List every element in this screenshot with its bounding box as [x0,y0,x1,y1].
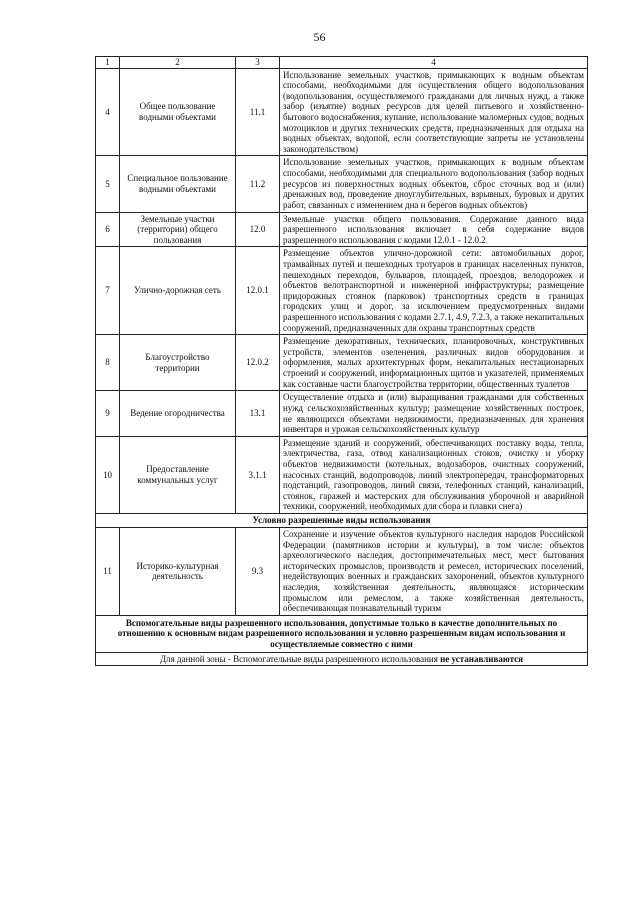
use-type-description: Размещение зданий и сооружений, обеспечивающих поставку воды, тепла, электричества, газа, отвод канализационных стоков, очистку и уборку объектов недвижимости (котельных, водозаборов, очистных сооружений, насосных станций, водопроводов, линий электропередач, трансформаторных подстанций, газопроводов, линий связи, телефонных станций, канализаций, стоянок, гаражей и мастерских для обслуживания уборочной и аварийной техники, сооружений, необходимых для сбора и плавки снега) [280,436,588,513]
header-cell-1: 1 [96,57,120,69]
final-note-row [96,652,588,666]
use-type-description: Использование земельных участков, примыкающих к водным объектам способами, необходимыми для специального водопользования (забор водных ресурсов из поверхностных водных объектов, сброс сточных вод и (или) дренажных вод, проведение дноуглубительных, взрывных, буровых и других работ, связанных с изменением дна и берегов водных объектов) [280,156,588,212]
row-number: 11 [96,527,120,615]
row-number: 5 [96,156,120,212]
use-type-name: Специальное пользование водными объектами [120,156,236,212]
auxiliary-heading-row [96,615,588,652]
header-cell-2: 2 [120,57,236,69]
page-number: 56 [313,30,326,44]
table-row [96,436,588,513]
header-cell-4: 4 [280,57,588,69]
use-type-name: Ведение огородничества [120,391,236,436]
use-type-description: Размещение декоративных, технических, планировочных, конструктивных устройств, элементов озеленения, различных видов оборудования и оформления, малых архитектурных форм, некапитальных нестационарных строений и сооружений, информационных щитов и указателей, применяемых как составные части благоустройства территории, общественных туалетов [280,335,588,391]
use-type-description: Использование земельных участков, примыкающих к водным объектам способами, необходимыми для осуществления общего водопользования (водопользования, осуществляемого гражданами для личных нужд, а также забор (изъятие) водных ресурсов для целей питьевого и хозяйственно-бытового водоснабжения, купание, использование маломерных судов, водных мотоциклов и других технических средств, предназначенных для отдыха на водных объектах, водопой, если соответствующие запреты не установлены законодательством) [280,68,588,156]
use-type-name: Улично-дорожная сеть [120,247,236,335]
use-type-description: Земельные участки общего пользования. Содержание данного вида разрешенного использования включает в себя содержание видов разрешенного использования с кодами 12.0.1 - 12.0.2 [280,212,588,247]
row-number: 8 [96,335,120,391]
header-cell-3: 3 [236,57,280,69]
use-type-name: Общее пользование водными объектами [120,68,236,156]
table-row [96,156,588,212]
use-type-name: Земельные участки (территории) общего пользования [120,212,236,247]
row-number: 6 [96,212,120,247]
row-number: 10 [96,436,120,513]
use-type-code: 9.3 [236,527,280,615]
use-type-code: 12.0.1 [236,247,280,335]
use-type-description: Размещение объектов улично-дорожной сети: автомобильных дорог, трамвайных путей и пешеходных тротуаров в границах населенных пунктов, пешеходных переходов, бульваров, площадей, проездов, велодорожек и объектов велотранспортной и инженерной инфраструктуры; размещение придорожных стоянок (парковок) транспортных средств в границах городских улиц и дорог, за исключением предусмотренных видами разрешенного использования с кодами 2.7.1, 4.9, 7.2.3, а также некапитальных сооружений, предназначенных для охраны транспортных средств [280,247,588,335]
auxiliary-uses-heading: Вспомогательные виды разрешенного использования, допустимые только в качестве дополнительных по отношению к основным видам разрешенного использования и условно разрешенным видам использования и осуществляемые совместно с ними [96,615,588,652]
use-type-code: 11.2 [236,156,280,212]
use-type-name: Историко-культурная деятельность [120,527,236,615]
final-note [96,652,588,666]
final-note-emphasis: не устанавливаются [440,653,523,664]
row-number: 7 [96,247,120,335]
zoning-table [95,56,588,666]
section-heading-row [96,513,588,527]
use-type-code: 3.1.1 [236,436,280,513]
table-row [96,527,588,615]
table-row [96,247,588,335]
conditional-uses-heading: Условно разрешенные виды использования [96,513,588,527]
table-row [96,212,588,247]
final-note-text: Для данной зоны - Вспомогательные виды разрешенного использования [160,653,441,664]
use-type-name: Предоставление коммунальных услуг [120,436,236,513]
table-row [96,391,588,436]
table-row [96,68,588,156]
use-type-code: 12.0.2 [236,335,280,391]
table-row [96,335,588,391]
table-header-row [96,57,588,69]
use-type-code: 11.1 [236,68,280,156]
use-type-name: Благоустройство территории [120,335,236,391]
use-type-code: 13.1 [236,391,280,436]
row-number: 9 [96,391,120,436]
use-type-description: Осуществление отдыха и (или) выращивания гражданами для собственных нужд сельскохозяйственных культур; размещение хозяйственных построек, не являющихся объектами недвижимости, предназначенных для хранения инвентаря и урожая сельскохозяйственных культур [280,391,588,436]
use-type-description: Сохранение и изучение объектов культурного наследия народов Российской Федерации (памятников истории и культуры), в том числе: объектов археологического наследия, достопримечательных мест, мест бытования исторических промыслов, производств и ремесел, исторических поселений, недействующих военных и гражданских захоронений, объектов культурного наследия, хозяйственная деятельность, являющаяся историческим промыслом или ремеслом, а также хозяйственная деятельность, обеспечивающая познавательный туризм [280,527,588,615]
use-type-code: 12.0 [236,212,280,247]
row-number: 4 [96,68,120,156]
